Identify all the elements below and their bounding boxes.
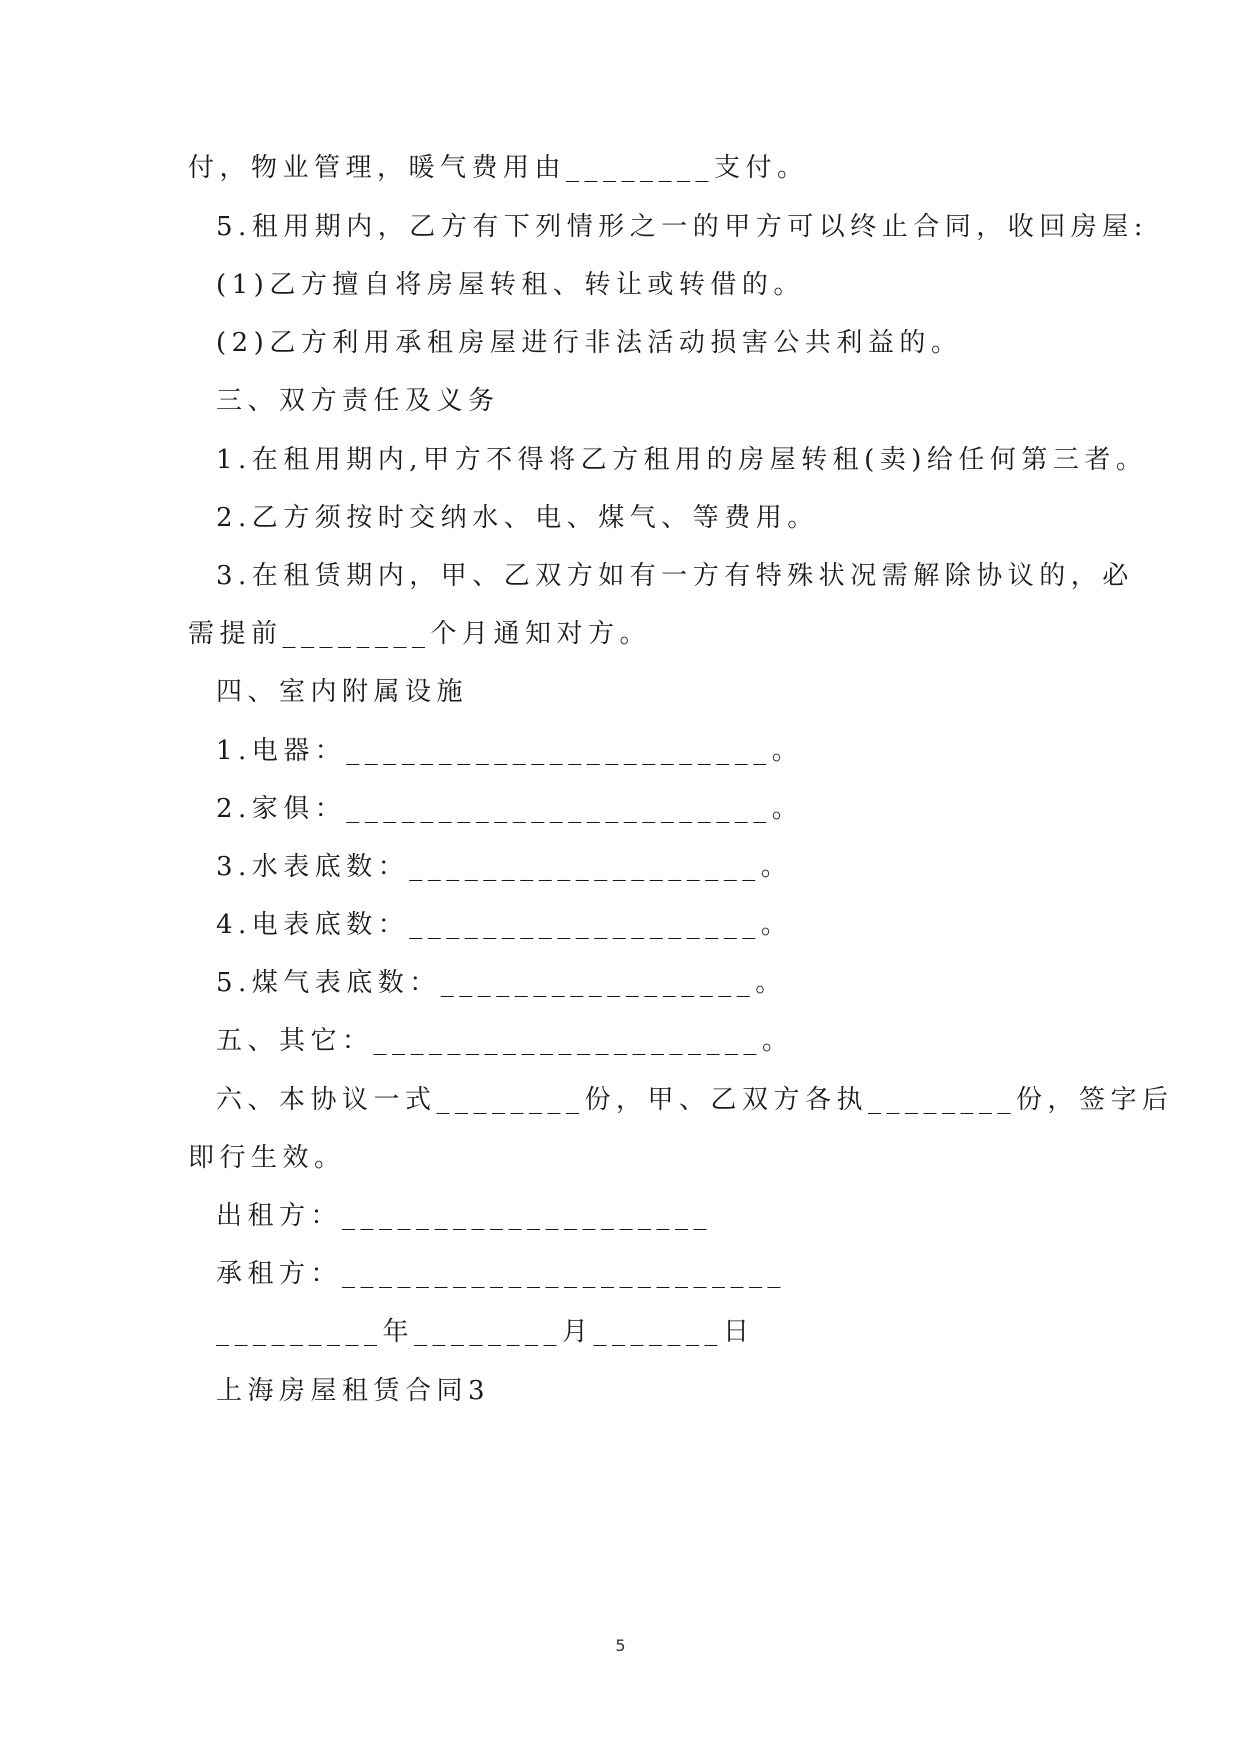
text-line: 1.电器：_______________________。 — [216, 736, 804, 766]
document-title: 上海房屋租赁合同3 — [216, 1376, 491, 1406]
section-heading: 五、其它：_____________________。 — [216, 1026, 794, 1056]
text-line: 需提前________个月通知对方。 — [188, 619, 652, 649]
text-line: 2.乙方须按时交纳水、电、煤气、等费用。 — [216, 503, 819, 533]
text-line: 3.在租赁期内，甲、乙双方如有一方有特殊状况需解除协议的，必 — [216, 561, 1134, 591]
text-line: 1.在租用期内,甲方不得将乙方租用的房屋转租(卖)给任何第三者。 — [216, 445, 1148, 475]
text-line: 2.家俱：_______________________。 — [216, 794, 804, 824]
text-line: 3.水表底数：___________________。 — [216, 852, 793, 882]
text-line: 5.租用期内，乙方有下列情形之一的甲方可以终止合同，收回房屋: — [216, 212, 1149, 242]
text-line: 5.煤气表底数：_________________。 — [216, 968, 787, 998]
text-line: 即行生效。 — [188, 1143, 346, 1173]
text-line: (2)乙方利用承租房屋进行非法活动损害公共利益的。 — [216, 328, 963, 358]
date-line: _________年________月_______日 — [216, 1317, 755, 1347]
text-line: (1)乙方擅自将房屋转租、转让或转借的。 — [216, 270, 805, 300]
page-number: 5 — [615, 1636, 626, 1655]
text-line: 付，物业管理，暖气费用由________支付。 — [188, 153, 809, 183]
section-heading: 三、双方责任及义务 — [216, 386, 500, 416]
text-line: 4.电表底数：___________________。 — [216, 910, 793, 940]
section-heading: 六、本协议一式________份，甲、乙双方各执________份，签字后 — [216, 1085, 1174, 1115]
signature-line-lessor: 出租方：____________________ — [216, 1201, 713, 1231]
section-heading: 四、室内附属设施 — [216, 677, 469, 707]
signature-line-lessee: 承租方：________________________ — [216, 1259, 787, 1289]
